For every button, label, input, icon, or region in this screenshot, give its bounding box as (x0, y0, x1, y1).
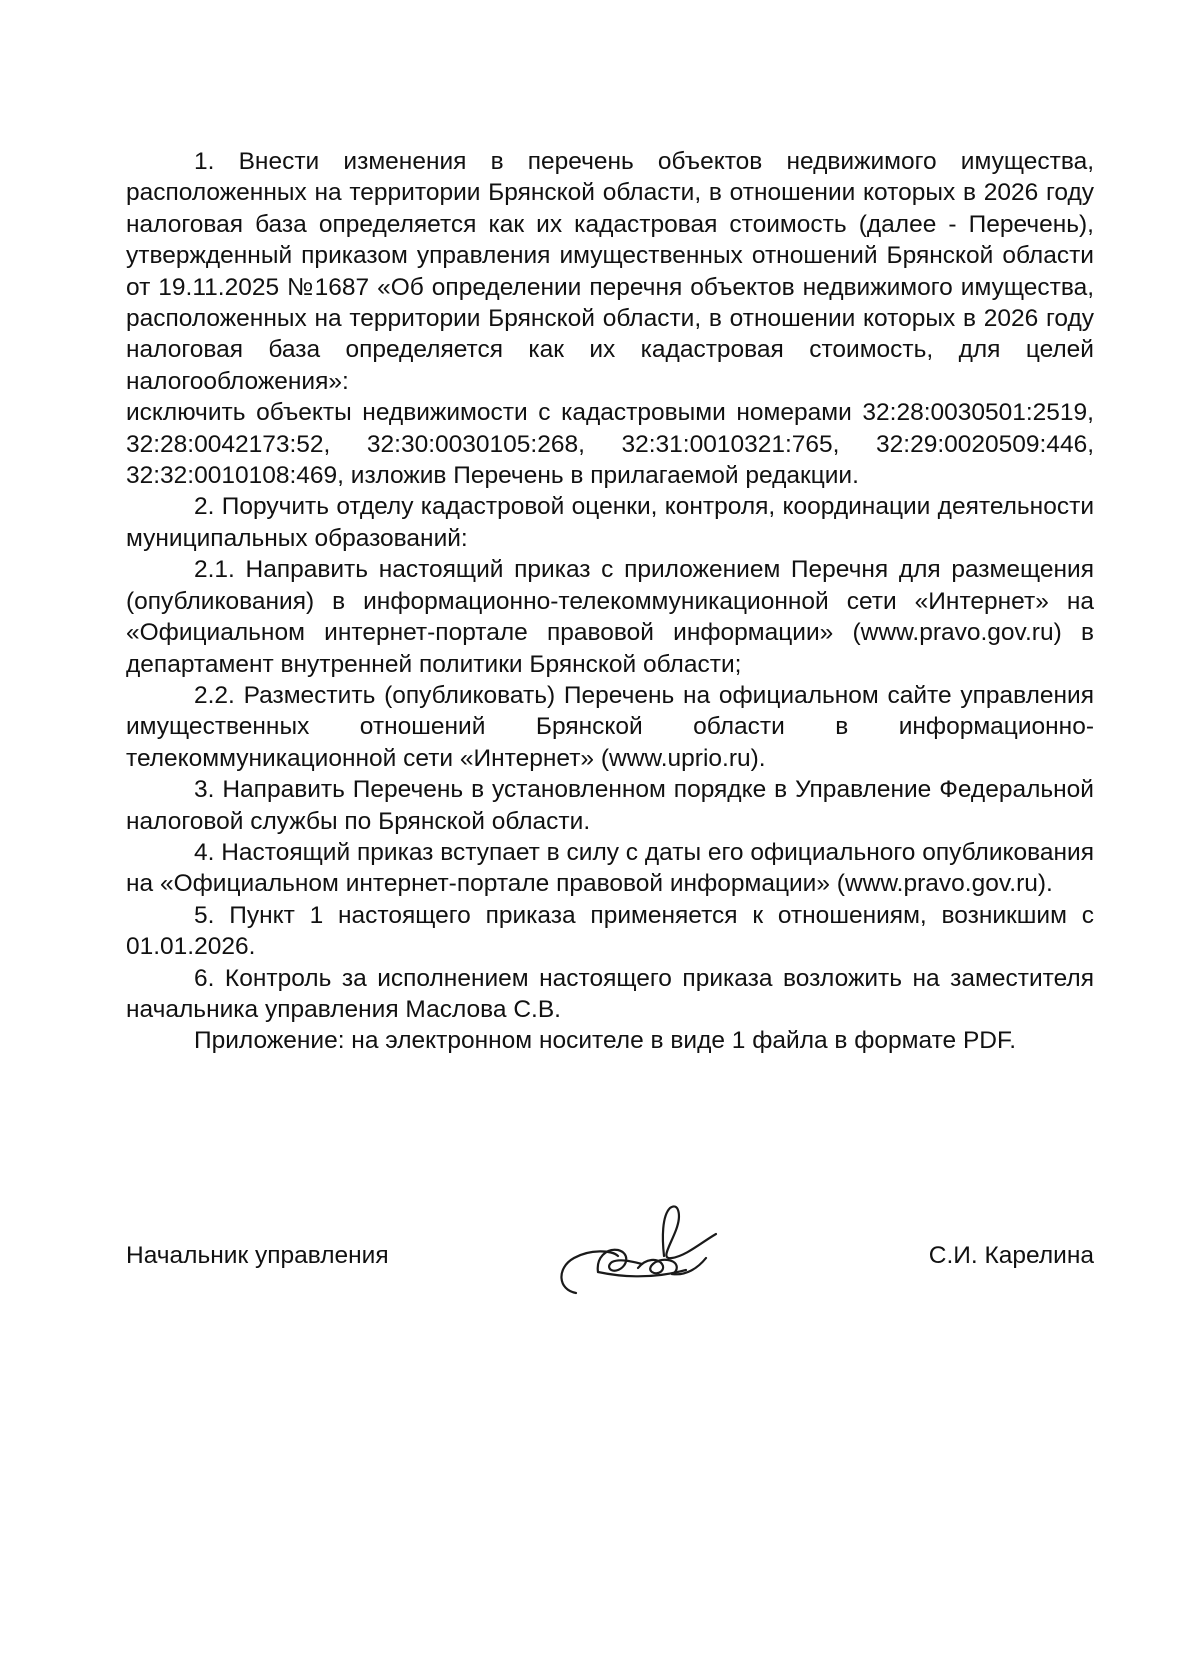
signatory-name: С.И. Карелина (928, 1242, 1094, 1269)
signatory-position: Начальник управления (126, 1242, 389, 1269)
paragraph-4: 4. Настоящий приказ вступает в силу с даты его официального опубликования на «Официальном интернет-портале правовой информации» (www.pravo.gov.ru). (126, 838, 1094, 898)
paragraph-6: 6. Контроль за исполнением настоящего приказа возложить на заместителя начальника управления Маслова С.В. (126, 964, 1094, 1023)
paragraph-2: 2. Поручить отделу кадастровой оценки, контроля, координации деятельности муниципальных образований: (126, 493, 1094, 552)
handwritten-signature (546, 1198, 746, 1308)
paragraph-3: 3. Направить Перечень в установленном порядке в Управление Федеральной налоговой службы по Брянской области. (126, 776, 1094, 835)
paragraph-2-1: 2.1. Направить настоящий приказ с приложением Перечня для размещения (опубликования) в информационно-телекоммуникационной сети «Интернет» на «Официальном интернет-портале правовой информации» (www.pravo.gov.ru) в департамент внутренней политики Брянской области; (126, 556, 1094, 678)
document-body (126, 146, 1094, 1057)
paragraph-5: 5. Пункт 1 настоящего приказа применяется к отношениям, возникшим с 01.01.2026. (126, 901, 1094, 961)
paragraph-1: 1. Внести изменения в перечень объектов недвижимого имущества, расположенных на территории Брянской области, в отношении которых в 2026 году налоговая база определяется как их кадастровая стоимость (далее - Перечень), утвержденный приказом управления имущественных отношений Брянской области от 19.11.2025 №1687 «Об определении перечня объектов недвижимого имущества, расположенных на территории Брянской области, в отношении которых в 2026 году налоговая база определяется как их кадастровая стоимость, для целей налогообложения»: (126, 148, 1094, 395)
appendix-note: Приложение: на электронном носителе в виде 1 файла в формате PDF. (194, 1027, 1017, 1055)
signature-block (126, 1198, 1094, 1318)
paragraph-2-2: 2.2. Разместить (опубликовать) Перечень на официальном сайте управления имущественных отношений Брянской области в информационно-телекоммуникационной сети «Интернет» (www.uprio.ru). (126, 681, 1094, 772)
paragraph-1-exclusion: исключить объекты недвижимости с кадастровыми номерами 32:28:0030501:2519, 32:28:0042173:52, 32:30:0030105:268, 32:31:0010321:765, 32:29:0020509:446, 32:32:0010108:469, изложив Перечень в прилагаемой редакции. (126, 399, 1094, 490)
